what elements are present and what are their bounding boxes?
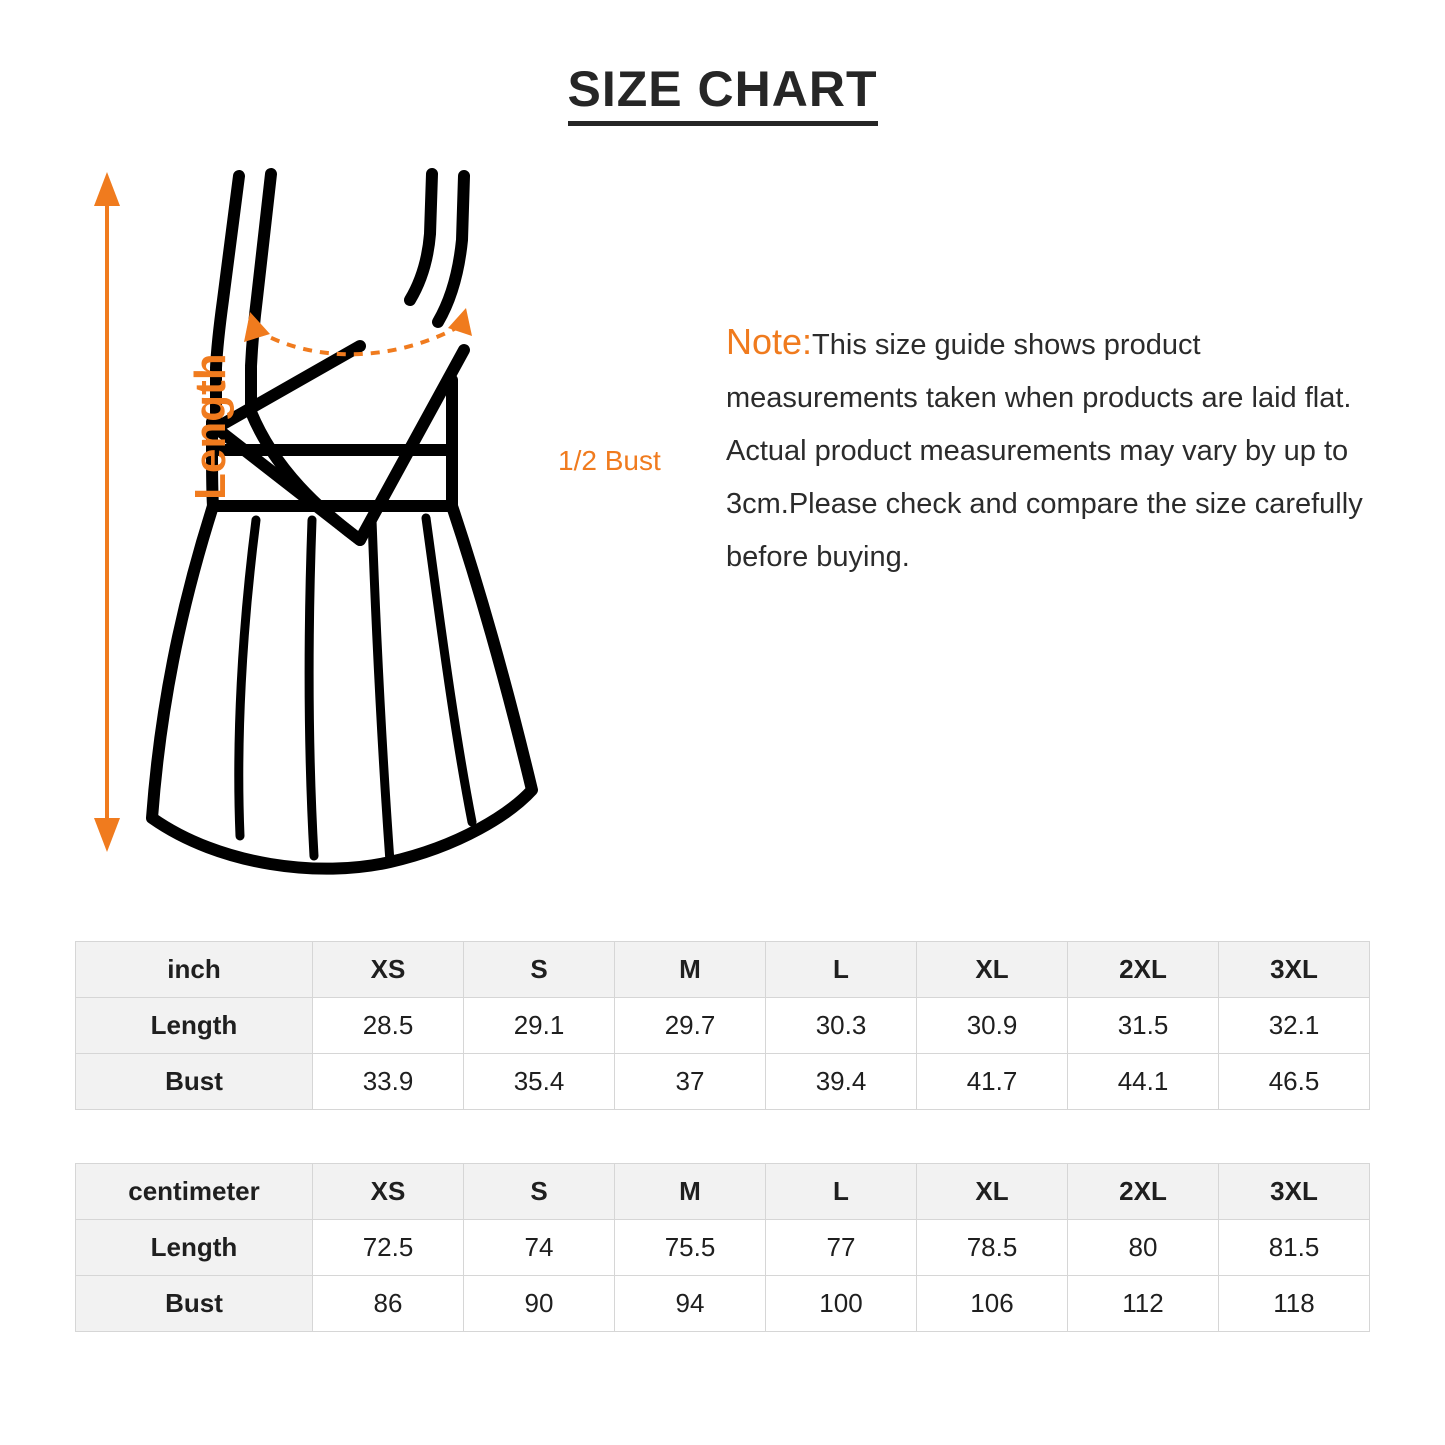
- row-label-bust-cm: Bust: [76, 1276, 313, 1332]
- table-header-m-cm: M: [615, 1164, 766, 1220]
- cell-bust-l: 39.4: [766, 1054, 917, 1110]
- bust-arrow-head-right: [448, 308, 472, 336]
- cell-bust-m-cm: 94: [615, 1276, 766, 1332]
- table-header-s-cm: S: [464, 1164, 615, 1220]
- size-table-centimeter: [75, 1163, 1370, 1332]
- table-header-unit: inch: [76, 942, 313, 998]
- cell-bust-xl-cm: 106: [917, 1276, 1068, 1332]
- page-title: SIZE CHART: [568, 62, 878, 126]
- cell-bust-xs-cm: 86: [313, 1276, 464, 1332]
- cell-bust-3xl: 46.5: [1219, 1054, 1370, 1110]
- cell-bust-s: 35.4: [464, 1054, 615, 1110]
- table-header-m: M: [615, 942, 766, 998]
- dress-outline: [152, 174, 532, 869]
- cell-length-3xl: 32.1: [1219, 998, 1370, 1054]
- cell-bust-l-cm: 100: [766, 1276, 917, 1332]
- length-arrow-head-top: [94, 172, 120, 206]
- cell-length-xl: 30.9: [917, 998, 1068, 1054]
- cell-length-2xl: 31.5: [1068, 998, 1219, 1054]
- note-keyword: Note:: [726, 321, 813, 362]
- table-header-xl-cm: XL: [917, 1164, 1068, 1220]
- cell-length-xs-cm: 72.5: [313, 1220, 464, 1276]
- cell-bust-2xl: 44.1: [1068, 1054, 1219, 1110]
- cell-length-l-cm: 77: [766, 1220, 917, 1276]
- bust-label: 1/2 Bust: [558, 445, 661, 476]
- table-header-2xl-cm: 2XL: [1068, 1164, 1219, 1220]
- cell-length-xs: 28.5: [313, 998, 464, 1054]
- table-header-3xl: 3XL: [1219, 942, 1370, 998]
- cell-bust-xl: 41.7: [917, 1054, 1068, 1110]
- cell-bust-s-cm: 90: [464, 1276, 615, 1332]
- table-header-l-cm: L: [766, 1164, 917, 1220]
- note-text: This size guide shows product measurements taken when products are laid flat. Actual product measurements may vary by up to 3cm.Please check and compare the size carefully before buying.: [726, 329, 1363, 573]
- row-label-length-cm: Length: [76, 1220, 313, 1276]
- length-arrow-head-bottom: [94, 818, 120, 852]
- cell-length-l: 30.3: [766, 998, 917, 1054]
- cell-length-xl-cm: 78.5: [917, 1220, 1068, 1276]
- table-header-xl: XL: [917, 942, 1068, 998]
- table-row: [76, 1276, 1370, 1332]
- table-header-unit-cm: centimeter: [76, 1164, 313, 1220]
- table-header-s: S: [464, 942, 615, 998]
- cell-length-s: 29.1: [464, 998, 615, 1054]
- table-row: [76, 942, 1370, 998]
- page-title-wrap: [0, 62, 1445, 126]
- row-label-length: Length: [76, 998, 313, 1054]
- cell-bust-3xl-cm: 118: [1219, 1276, 1370, 1332]
- table-row: [76, 1054, 1370, 1110]
- cell-length-3xl-cm: 81.5: [1219, 1220, 1370, 1276]
- length-label: Length: [186, 353, 235, 500]
- cell-length-m-cm: 75.5: [615, 1220, 766, 1276]
- note-block: [726, 315, 1394, 584]
- table-header-3xl-cm: 3XL: [1219, 1164, 1370, 1220]
- cell-bust-m: 37: [615, 1054, 766, 1110]
- table-header-l: L: [766, 942, 917, 998]
- table-header-xs: XS: [313, 942, 464, 998]
- cell-bust-2xl-cm: 112: [1068, 1276, 1219, 1332]
- table-row: [76, 1164, 1370, 1220]
- table-header-xs-cm: XS: [313, 1164, 464, 1220]
- cell-length-s-cm: 74: [464, 1220, 615, 1276]
- table-header-2xl: 2XL: [1068, 942, 1219, 998]
- size-table-inch: [75, 941, 1370, 1110]
- dress-illustration: [60, 150, 700, 890]
- cell-length-2xl-cm: 80: [1068, 1220, 1219, 1276]
- cell-bust-xs: 33.9: [313, 1054, 464, 1110]
- table-row: [76, 1220, 1370, 1276]
- row-label-bust: Bust: [76, 1054, 313, 1110]
- table-row: [76, 998, 1370, 1054]
- cell-length-m: 29.7: [615, 998, 766, 1054]
